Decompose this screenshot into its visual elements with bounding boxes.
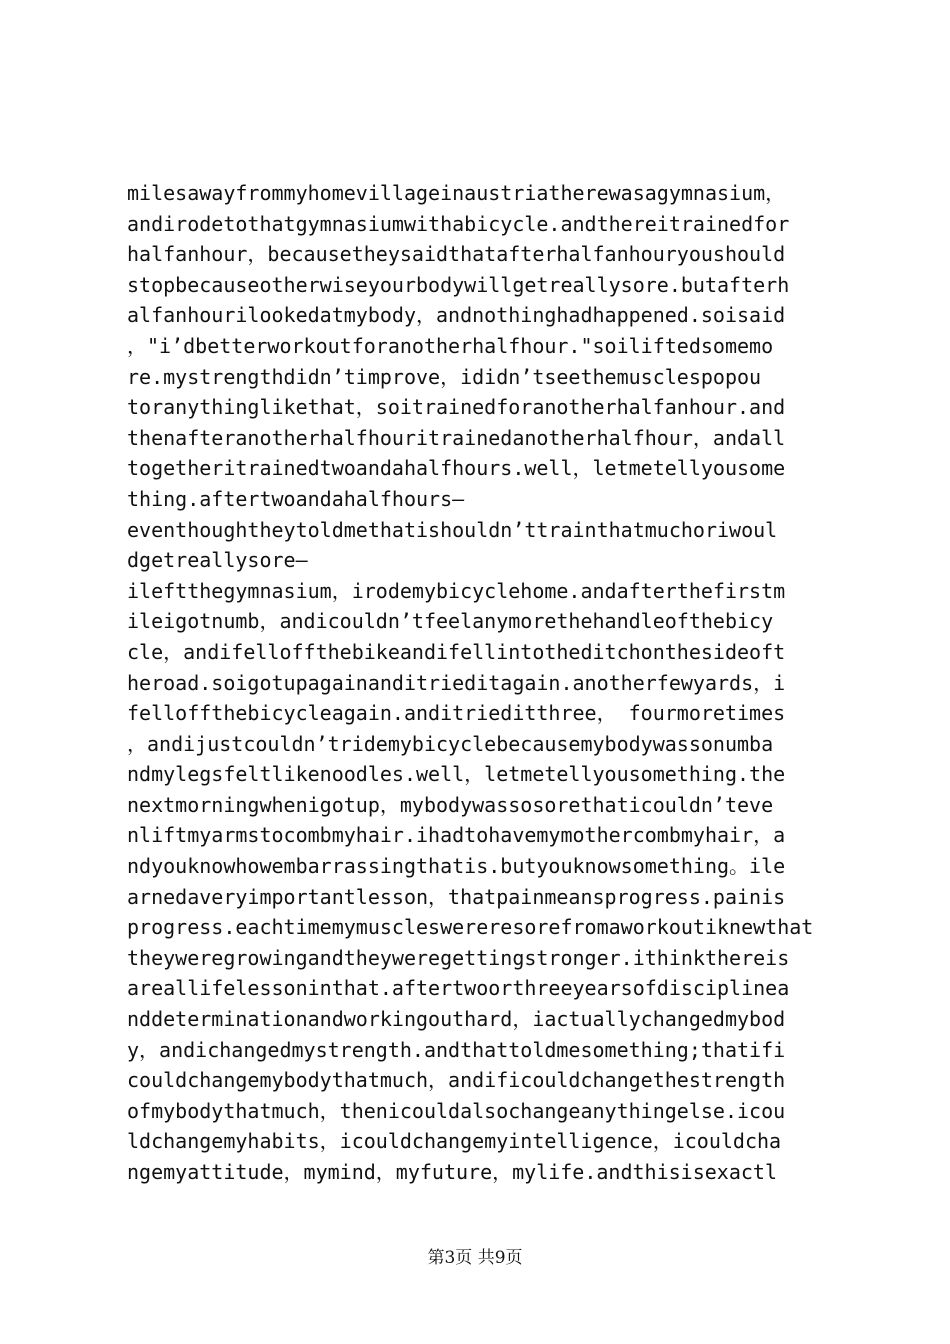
text-line: y，andichangedmystrength.andthattoldmesomething;thatifi bbox=[127, 1037, 786, 1062]
text-line: ileftthegymnasium，irodemybicyclehome.andafterthefirstm bbox=[127, 578, 786, 603]
text-line: stopbecauseotherwiseyourbodywillgetreallysore.butafterh bbox=[127, 272, 790, 297]
text-line: thenafteranotherhalfhouritrainedanotherhalfhour，andall bbox=[127, 425, 786, 450]
text-line: togetheritrainedtwoandahalfhours.well，letmetellyousome bbox=[127, 456, 786, 481]
text-line: felloffthebicycleagain.anditrieditthree， fourmoretimes bbox=[127, 701, 786, 726]
text-line: thing.aftertwoandahalfhours— bbox=[127, 486, 465, 511]
text-line: ileigotnumb，andicouldn’tfeelanymorethehandleofthebicy bbox=[127, 609, 774, 634]
text-line: ndyouknowhowembarrassingthatis.butyouknowsomething。ile bbox=[127, 854, 786, 879]
text-line: toranythinglikethat，soitrainedforanotherhalfanhour.and bbox=[127, 395, 786, 420]
text-line: eventhoughtheytoldmethatishouldn’ttrainthatmuchoriwoul bbox=[127, 517, 778, 542]
text-line: cle，andifelloffthebikeandifellintotheditchonthesideoft bbox=[127, 639, 786, 664]
text-line: heroad.soigotupagainanditrieditagain.anotherfewyards，i bbox=[127, 670, 786, 695]
page-footer bbox=[0, 1243, 950, 1268]
text-line: ngemyattitude，mymind，myfuture，mylife.andthisisexactl bbox=[127, 1160, 778, 1184]
text-line: ndmylegsfeltlikenoodles.well，letmetellyousomething.the bbox=[127, 762, 786, 787]
text-line: ，"i’dbetterworkoutforanotherhalfhour."soiliftedsomemo bbox=[127, 333, 774, 358]
text-line: couldchangemybodythatmuch，andificouldchangethestrength bbox=[127, 1068, 786, 1093]
text-line: theyweregrowingandtheyweregettingstronger.ithinkthereis bbox=[127, 945, 790, 970]
text-line: nddeterminationandworkingouthard，iactuallychangedmybod bbox=[127, 1007, 786, 1032]
text-line: halfanhour，becausetheysaidthatafterhalfanhouryoushould bbox=[127, 242, 786, 267]
text-line: nliftmyarmstocombmyhair.ihadtohavemymothercombmyhair，a bbox=[127, 823, 786, 848]
text-line: ofmybodythatmuch，thenicouldalsochangeanythingelse.icou bbox=[127, 1098, 786, 1123]
text-line: arnedaveryimportantlesson，thatpainmeansprogress.painis bbox=[127, 884, 786, 909]
text-line: dgetreallysore— bbox=[127, 548, 308, 573]
text-line: re.mystrengthdidn’timprove，ididn’tseethemusclespopou bbox=[127, 364, 762, 389]
page-number-label: 第3页 共9页 bbox=[427, 1248, 523, 1268]
text-line: andirodetothatgymnasiumwithabicycle.andthereitrainedfor bbox=[127, 211, 790, 236]
text-line: progress.eachtimemymuscleswereresorefromaworkoutiknewthat bbox=[127, 915, 814, 940]
body-text bbox=[127, 178, 847, 1188]
text-line: ldchangemyhabits，icouldchangemyintelligence，icouldcha bbox=[127, 1129, 782, 1154]
text-line: milesawayfrommyhomevillageinaustriatherewasagymnasium， bbox=[127, 181, 786, 205]
text-line: ，andijustcouldn’tridemybicyclebecausemybodywassonumba bbox=[127, 731, 774, 756]
text-line: alfanhourilookedatmybody，andnothinghadhappened.soisaid bbox=[127, 303, 786, 328]
text-line: nextmorningwhenigotup，mybodywassosorethaticouldn’teve bbox=[127, 792, 774, 817]
text-line: areallifelessoninthat.aftertwoorthreeyearsofdisciplinea bbox=[127, 976, 790, 1001]
